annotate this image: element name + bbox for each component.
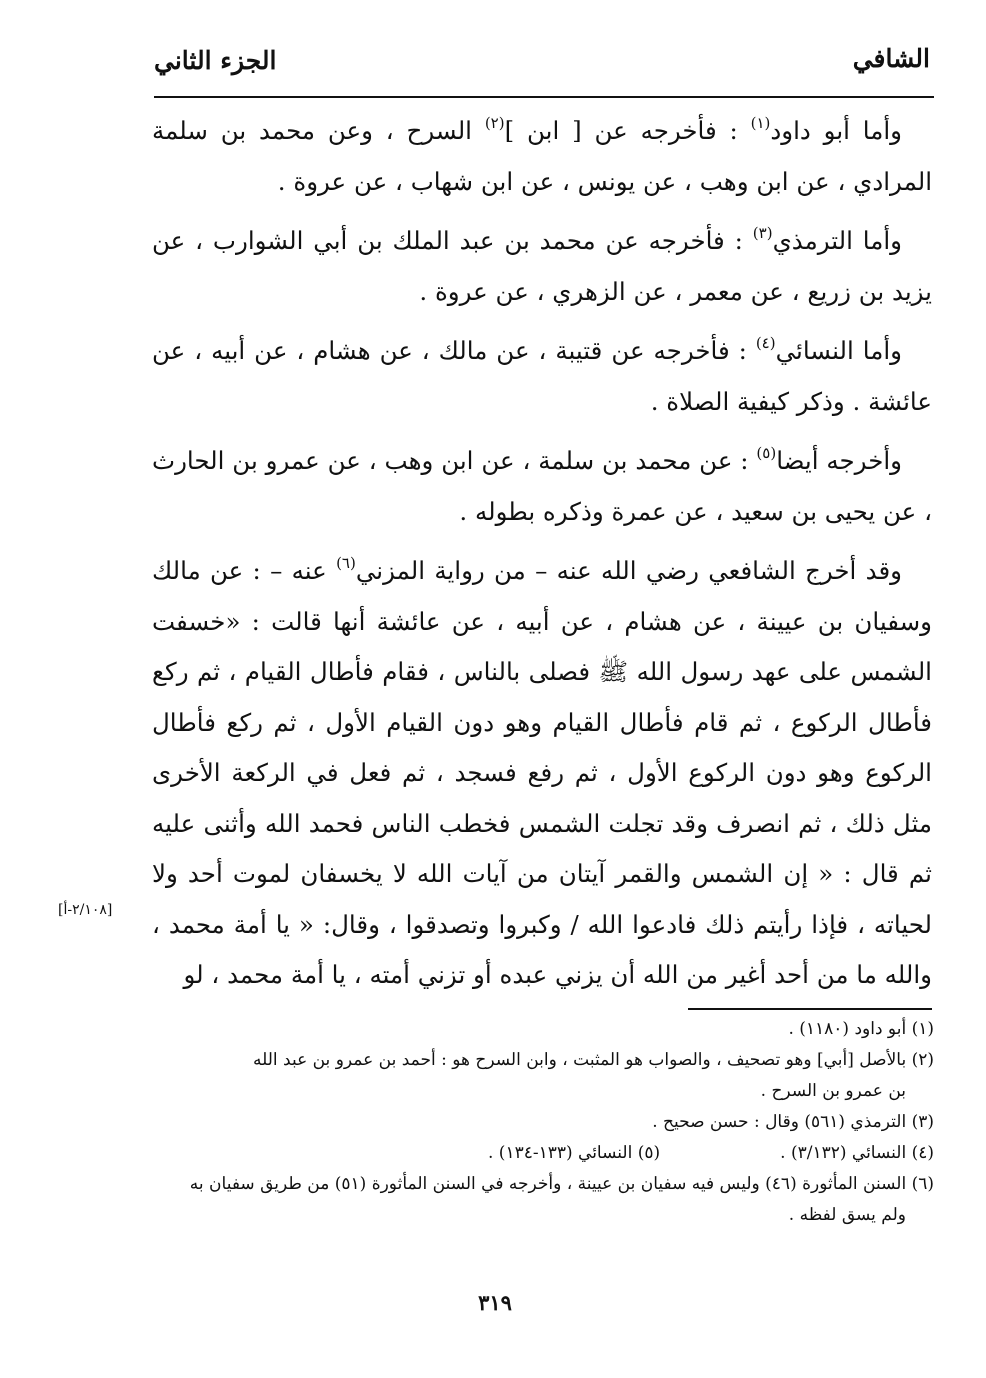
- book-title: الشافي: [852, 44, 930, 73]
- footnote-2-continuation: بن عمرو بن السرح .: [760, 1081, 906, 1101]
- footnote-4: (٤) النسائي (٣/١٣٢) .: [780, 1143, 934, 1163]
- footnote-ref-3: (٣): [752, 224, 773, 242]
- page-number: ٣١٩: [478, 1290, 512, 1315]
- manuscript-folio-marker: [٢/١٠٨-أ]: [58, 902, 113, 918]
- footnote-2: (٢) بالأصل [أبي] وهو تصحيف ، والصواب هو المثبت ، وابن السرح هو : أحمد بن عمرو بن عبد الله: [252, 1050, 934, 1070]
- paragraph-nasai-also: وأخرجه أيضا$^{(٥)}$ : عن محمد بن سلمة ، عن ابن وهب ، عن عمرو بن الحارث ، عن يحيى بن سعيد ، عن عمرة وذكره بطوله .: [152, 444, 932, 526]
- volume-title: الجزء الثاني: [154, 46, 277, 75]
- footnote-3: (٣) الترمذي (٥٦١) وقال : حسن صحيح .: [652, 1112, 934, 1132]
- footnote-ref-6: (٦): [336, 554, 356, 572]
- footnote-ref-2: (٢): [484, 114, 505, 132]
- footnote-divider: [688, 1008, 932, 1010]
- footnotes: [150, 1014, 934, 1231]
- footnote-row-4-5: [150, 1138, 934, 1169]
- footnote-5: (٥) النسائي (١٣٣-١٣٤) .: [487, 1143, 661, 1163]
- footnote-ref-1: (١): [750, 114, 771, 132]
- header-divider: [154, 96, 934, 98]
- paragraph-tirmidhi: وأما الترمذي$^{(٣)}$ : فأخرجه عن محمد بن عبد الملك بن أبي الشوارب ، عن يزيد بن زريع ، عن معمر ، عن الزهري ، عن عروة .: [152, 224, 932, 306]
- footnote-1: (١) أبو داود (١١٨٠) .: [788, 1019, 934, 1039]
- paragraph-nasai: وأما النسائي$^{(٤)}$ : فأخرجه عن قتيبة ، عن مالك ، عن هشام ، عن أبيه ، عن عائشة . وذكر كيفية الصلاة .: [152, 334, 932, 416]
- footnote-ref-5: (٥): [756, 444, 777, 462]
- footnote-ref-4: (٤): [755, 334, 776, 352]
- running-header: [148, 38, 936, 88]
- footnote-6-continuation: ولم يسق لفظه .: [788, 1205, 906, 1225]
- paragraph-shafii: وقد أخرج الشافعي رضي الله عنه – من رواية المزني$^{(٦)}$ عنه – : عن مالك وسفيان بن عيينة ، عن هشام ، عن أبيه ، عن عائشة أنها قالت : «خسفت الشمس على عهد رسول الله ﷺ فصلى بالناس ، فقام فأطال القيام ، ثم ركع فأطال الركوع ، ثم قام فأطال القيام وهو دون القيام الأول ، ثم ركع فأطال الركوع وهو دون الركوع الأول ، ثم رفع فسجد ، ثم فعل في الركعة الأخرى مثل ذلك ، ثم انصرف وقد تجلت الشمس فخطب الناس فحمد الله وأثنى عليه ثم قال : « إن الشمس والقمر آيتان من آيات الله لا يخسفان لموت أحد ولا لحياته ، فإذا رأيتم ذلك فادعوا الله / وكبروا وتصدقوا ، وقال: « يا أمة محمد ، والله ما من أحد أغير من الله أن يزني عبده أو تزني أمته ، يا أمة محمد ، لو: [152, 554, 932, 989]
- main-text: [152, 106, 932, 1001]
- footnote-6: (٦) السنن المأثورة (٤٦) وليس فيه سفيان بن عيينة ، وأخرجه في السنن المأثورة (٥١) من طريق سفيان به: [189, 1174, 934, 1194]
- paragraph-abu-dawud: وأما أبو داود$^{(١)}$ : فأخرجه عن [ ابن ]$^{(٢)}$ السرح ، وعن محمد بن سلمة المرادي ، عن ابن وهب ، عن يونس ، عن ابن شهاب ، عن عروة .: [152, 114, 932, 196]
